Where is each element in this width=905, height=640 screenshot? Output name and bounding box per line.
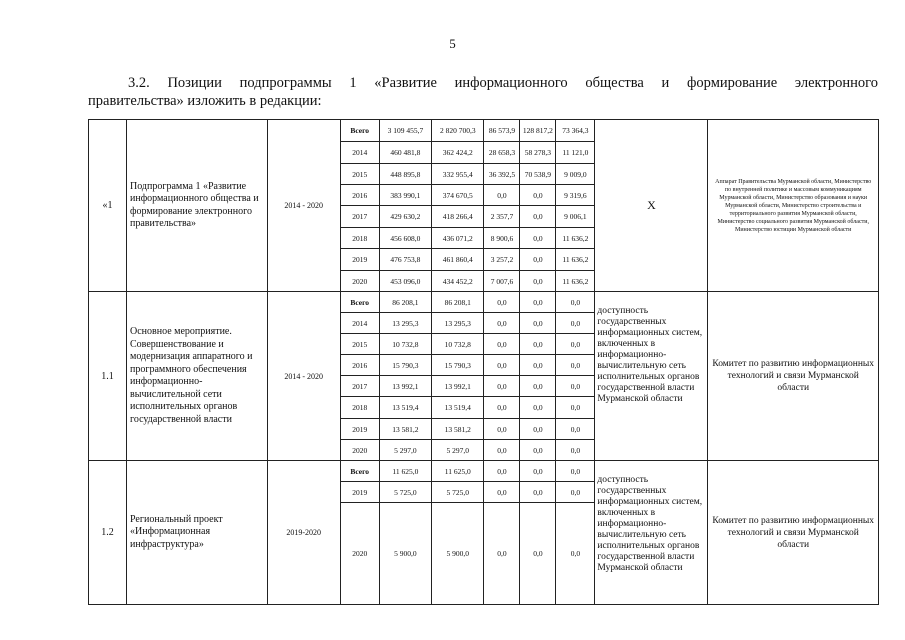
section-name: Основное мероприятие. Совершенствование и модернизация аппаратного и программного обеспечения информационно-вычислительной сети исполнительных органов государственной власти xyxy=(127,292,268,461)
year-cell: 2019 xyxy=(340,249,379,271)
value-cell: 0,0 xyxy=(484,419,520,440)
year-cell: 2017 xyxy=(340,376,379,397)
value-cell: 0,0 xyxy=(520,397,556,419)
section-period: 2014 - 2020 xyxy=(267,292,340,461)
value-cell: 86 208,1 xyxy=(432,292,484,313)
value-cell: 13 519,4 xyxy=(432,397,484,419)
value-cell: 0,0 xyxy=(520,503,556,605)
value-cell: 15 790,3 xyxy=(432,355,484,376)
value-cell: 0,0 xyxy=(520,313,556,334)
value-cell: 332 955,4 xyxy=(432,164,484,185)
value-cell: 0,0 xyxy=(484,376,520,397)
section-executor: Комитет по развитию информационных технологий и связи Мурманской области xyxy=(708,461,879,605)
section-name: Региональный проект «Информационная инфраструктура» xyxy=(127,461,268,605)
value-cell: 13 992,1 xyxy=(379,376,431,397)
year-cell: 2020 xyxy=(340,440,379,461)
year-cell: 2015 xyxy=(340,164,379,185)
value-cell: 36 392,5 xyxy=(484,164,520,185)
section-result: доступность государственных информационных систем, включенных в информационно-вычислительную сеть исполнительных органов государственной власти Мурманской области xyxy=(595,461,708,605)
value-cell: 0,0 xyxy=(556,419,595,440)
table-body xyxy=(89,120,879,605)
value-cell: 0,0 xyxy=(556,292,595,313)
value-cell: 0,0 xyxy=(556,440,595,461)
value-cell: 2 357,7 xyxy=(484,206,520,228)
value-cell: 3 109 455,7 xyxy=(379,120,431,142)
value-cell: 456 608,0 xyxy=(379,228,431,249)
year-cell: 2020 xyxy=(340,271,379,292)
section-heading xyxy=(88,74,878,110)
value-cell: 0,0 xyxy=(556,397,595,419)
year-cell: Всего xyxy=(340,461,379,482)
value-cell: 0,0 xyxy=(520,206,556,228)
table-row xyxy=(89,292,879,313)
value-cell: 0,0 xyxy=(556,355,595,376)
value-cell: 0,0 xyxy=(520,419,556,440)
value-cell: 0,0 xyxy=(484,397,520,419)
value-cell: 0,0 xyxy=(520,292,556,313)
value-cell: 453 096,0 xyxy=(379,271,431,292)
value-cell: 128 817,2 xyxy=(520,120,556,142)
value-cell: 0,0 xyxy=(484,313,520,334)
value-cell: 362 424,2 xyxy=(432,142,484,164)
value-cell: 0,0 xyxy=(520,334,556,355)
value-cell: 460 481,8 xyxy=(379,142,431,164)
value-cell: 0,0 xyxy=(556,461,595,482)
value-cell: 5 725,0 xyxy=(432,482,484,503)
value-cell: 0,0 xyxy=(520,461,556,482)
value-cell: 2 820 700,3 xyxy=(432,120,484,142)
year-cell: 2018 xyxy=(340,397,379,419)
value-cell: 0,0 xyxy=(520,355,556,376)
value-cell: 0,0 xyxy=(484,440,520,461)
value-cell: 0,0 xyxy=(484,334,520,355)
section-executor: Аппарат Правительства Мурманской области, Министерство по внутренней политике и массовым коммуникациям Мурманской области, Министерство образования и науки Мурманской области, Министерство строительства и территориального развития Мурманской области, Министерство социального развития Мурманской области, Министерство юстиции Мурманской области xyxy=(708,120,879,292)
value-cell: 0,0 xyxy=(520,249,556,271)
value-cell: 8 900,6 xyxy=(484,228,520,249)
section-period: 2014 - 2020 xyxy=(267,120,340,292)
value-cell: 0,0 xyxy=(520,482,556,503)
year-cell: 2014 xyxy=(340,142,379,164)
value-cell: 73 364,3 xyxy=(556,120,595,142)
value-cell: 418 266,4 xyxy=(432,206,484,228)
value-cell: 7 007,6 xyxy=(484,271,520,292)
year-cell: 2015 xyxy=(340,334,379,355)
value-cell: 461 860,4 xyxy=(432,249,484,271)
value-cell: 13 295,3 xyxy=(379,313,431,334)
page-number: 5 xyxy=(449,36,456,51)
value-cell: 13 992,1 xyxy=(432,376,484,397)
value-cell: 434 452,2 xyxy=(432,271,484,292)
value-cell: 9 009,0 xyxy=(556,164,595,185)
value-cell: 9 319,6 xyxy=(556,185,595,206)
section-number: 1.1 xyxy=(89,292,127,461)
value-cell: 0,0 xyxy=(520,185,556,206)
value-cell: 5 900,0 xyxy=(379,503,431,605)
section-number: 1.2 xyxy=(89,461,127,605)
value-cell: 0,0 xyxy=(484,461,520,482)
year-cell: 2014 xyxy=(340,313,379,334)
value-cell: 0,0 xyxy=(484,292,520,313)
value-cell: 448 895,8 xyxy=(379,164,431,185)
value-cell: 0,0 xyxy=(484,482,520,503)
value-cell: 5 297,0 xyxy=(432,440,484,461)
value-cell: 0,0 xyxy=(520,228,556,249)
value-cell: 383 990,1 xyxy=(379,185,431,206)
value-cell: 28 658,3 xyxy=(484,142,520,164)
heading-line-1: 3.2. Позиции подпрограммы 1 «Развитие информационного общества и формирование электронного xyxy=(128,75,878,91)
value-cell: 9 006,1 xyxy=(556,206,595,228)
section-name: Подпрограмма 1 «Развитие информационного общества и формирование электронного правительства» xyxy=(127,120,268,292)
value-cell: 11 636,2 xyxy=(556,249,595,271)
value-cell: 11 636,2 xyxy=(556,228,595,249)
year-cell: 2020 xyxy=(340,503,379,605)
value-cell: 374 670,5 xyxy=(432,185,484,206)
value-cell: 70 538,9 xyxy=(520,164,556,185)
value-cell: 11 636,2 xyxy=(556,271,595,292)
value-cell: 13 581,2 xyxy=(379,419,431,440)
year-cell: 2019 xyxy=(340,482,379,503)
value-cell: 15 790,3 xyxy=(379,355,431,376)
value-cell: 3 257,2 xyxy=(484,249,520,271)
value-cell: 5 725,0 xyxy=(379,482,431,503)
year-cell: 2018 xyxy=(340,228,379,249)
value-cell: 0,0 xyxy=(556,313,595,334)
value-cell: 13 519,4 xyxy=(379,397,431,419)
value-cell: 13 581,2 xyxy=(432,419,484,440)
year-cell: Всего xyxy=(340,292,379,313)
value-cell: 13 295,3 xyxy=(432,313,484,334)
value-cell: 0,0 xyxy=(556,503,595,605)
year-cell: 2016 xyxy=(340,185,379,206)
value-cell: 0,0 xyxy=(520,440,556,461)
year-cell: 2016 xyxy=(340,355,379,376)
value-cell: 436 071,2 xyxy=(432,228,484,249)
year-cell: 2019 xyxy=(340,419,379,440)
value-cell: 58 278,3 xyxy=(520,142,556,164)
table-row xyxy=(89,120,879,142)
value-cell: 0,0 xyxy=(484,503,520,605)
year-cell: 2017 xyxy=(340,206,379,228)
program-table xyxy=(88,119,879,605)
section-result: Х xyxy=(595,120,708,292)
value-cell: 10 732,8 xyxy=(432,334,484,355)
value-cell: 0,0 xyxy=(484,355,520,376)
section-number: «1 xyxy=(89,120,127,292)
table-row xyxy=(89,461,879,482)
section-result: доступность государственных информационных систем, включенных в информационно-вычислительную сеть исполнительных органов государственной власти Мурманской области xyxy=(595,292,708,461)
value-cell: 11 625,0 xyxy=(432,461,484,482)
section-period: 2019-2020 xyxy=(267,461,340,605)
value-cell: 0,0 xyxy=(556,376,595,397)
value-cell: 5 297,0 xyxy=(379,440,431,461)
value-cell: 0,0 xyxy=(520,376,556,397)
value-cell: 429 630,2 xyxy=(379,206,431,228)
heading-line-2: правительства» изложить в редакции: xyxy=(88,93,322,109)
value-cell: 476 753,8 xyxy=(379,249,431,271)
year-cell: Всего xyxy=(340,120,379,142)
value-cell: 10 732,8 xyxy=(379,334,431,355)
value-cell: 11 121,0 xyxy=(556,142,595,164)
section-executor: Комитет по развитию информационных технологий и связи Мурманской области xyxy=(708,292,879,461)
value-cell: 0,0 xyxy=(556,482,595,503)
value-cell: 86 208,1 xyxy=(379,292,431,313)
value-cell: 5 900,0 xyxy=(432,503,484,605)
value-cell: 0,0 xyxy=(556,334,595,355)
value-cell: 86 573,9 xyxy=(484,120,520,142)
value-cell: 11 625,0 xyxy=(379,461,431,482)
value-cell: 0,0 xyxy=(520,271,556,292)
value-cell: 0,0 xyxy=(484,185,520,206)
